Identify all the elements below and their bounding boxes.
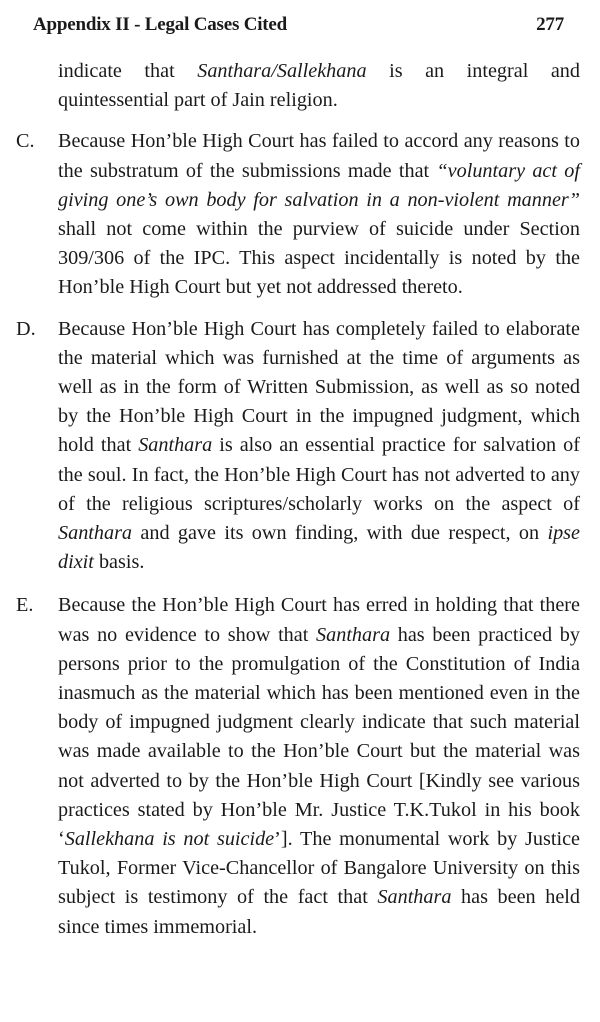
text-run: has been held since times immemorial.: [58, 886, 580, 938]
italic-term: Santhara: [316, 623, 391, 646]
italic-term: Santhara/Sallekhana: [197, 60, 367, 82]
text-run: shall not come within the purview of suicide under Section 309/306 of the IPC. This aspect incidentally is noted by the Hon’ble High Court but yet not addressed thereto.: [58, 218, 580, 299]
text-run: Because Hon’ble High Court has completely failed to elaborate the material which was furnished at the time of arguments as well as in the form of Written Submission, as well as so noted by the Hon’ble High Court in the impugned judgment, which hold that: [58, 317, 580, 457]
page-number: 277: [536, 14, 564, 35]
page-body: [0, 57, 600, 942]
text-run: indicate that: [58, 60, 198, 82]
item-marker: E.: [16, 594, 34, 617]
text-run: and gave its own finding, with due respect, on: [132, 522, 548, 545]
continuation-paragraph: [58, 57, 580, 115]
text-run: Because the Hon’ble High Court has erred in holding that there was no evidence to show that: [58, 594, 580, 646]
italic-term: Santhara: [58, 522, 133, 545]
text-run: basis.: [93, 551, 145, 574]
item-marker: C.: [16, 130, 35, 153]
list-item-d: [16, 315, 580, 578]
item-marker: D.: [16, 317, 36, 340]
text-run: has been practiced by persons prior to the promulgation of the Constitution of India inasmuch as the material which has been mentioned even in the body of impugned judgment clearly indicate that such material was made available to the Hon’ble Court but the material was not adverted to by the Hon’ble High Court [Kindly see various practices stated by Hon’ble Mr. Justice T.K.Tukol in his book ‘: [58, 623, 580, 851]
italic-term: Santhara: [377, 886, 452, 909]
text-run: Because Hon’ble High Court has failed to accord any reasons to the substratum of the submissions made that: [58, 130, 580, 182]
italic-term: Santhara: [138, 434, 213, 457]
text-run: ’]. The monumental work by Justice Tukol, Former Vice-Chancellor of Bangalore University on this subject is testimony of the fact that: [58, 828, 580, 909]
text-run: is also an essential practice for salvation of the soul. In fact, the Hon’ble High Court has not adverted to any of the religious scriptures/scholarly works on the aspect of: [58, 434, 580, 515]
header-title: Appendix II - Legal Cases Cited: [33, 14, 288, 35]
running-header: [33, 14, 564, 36]
italic-quote: “voluntary act of giving one’s own body for salvation in a non-violent manner”: [58, 159, 580, 211]
italic-term: ipse dixit: [58, 522, 580, 574]
list-item-e: [16, 591, 580, 941]
text-run: is an integral and quintessential part of Jain religion.: [58, 60, 580, 112]
italic-book-title: Sallekhana is not suicide: [64, 828, 275, 851]
list-item-c: [16, 127, 580, 302]
